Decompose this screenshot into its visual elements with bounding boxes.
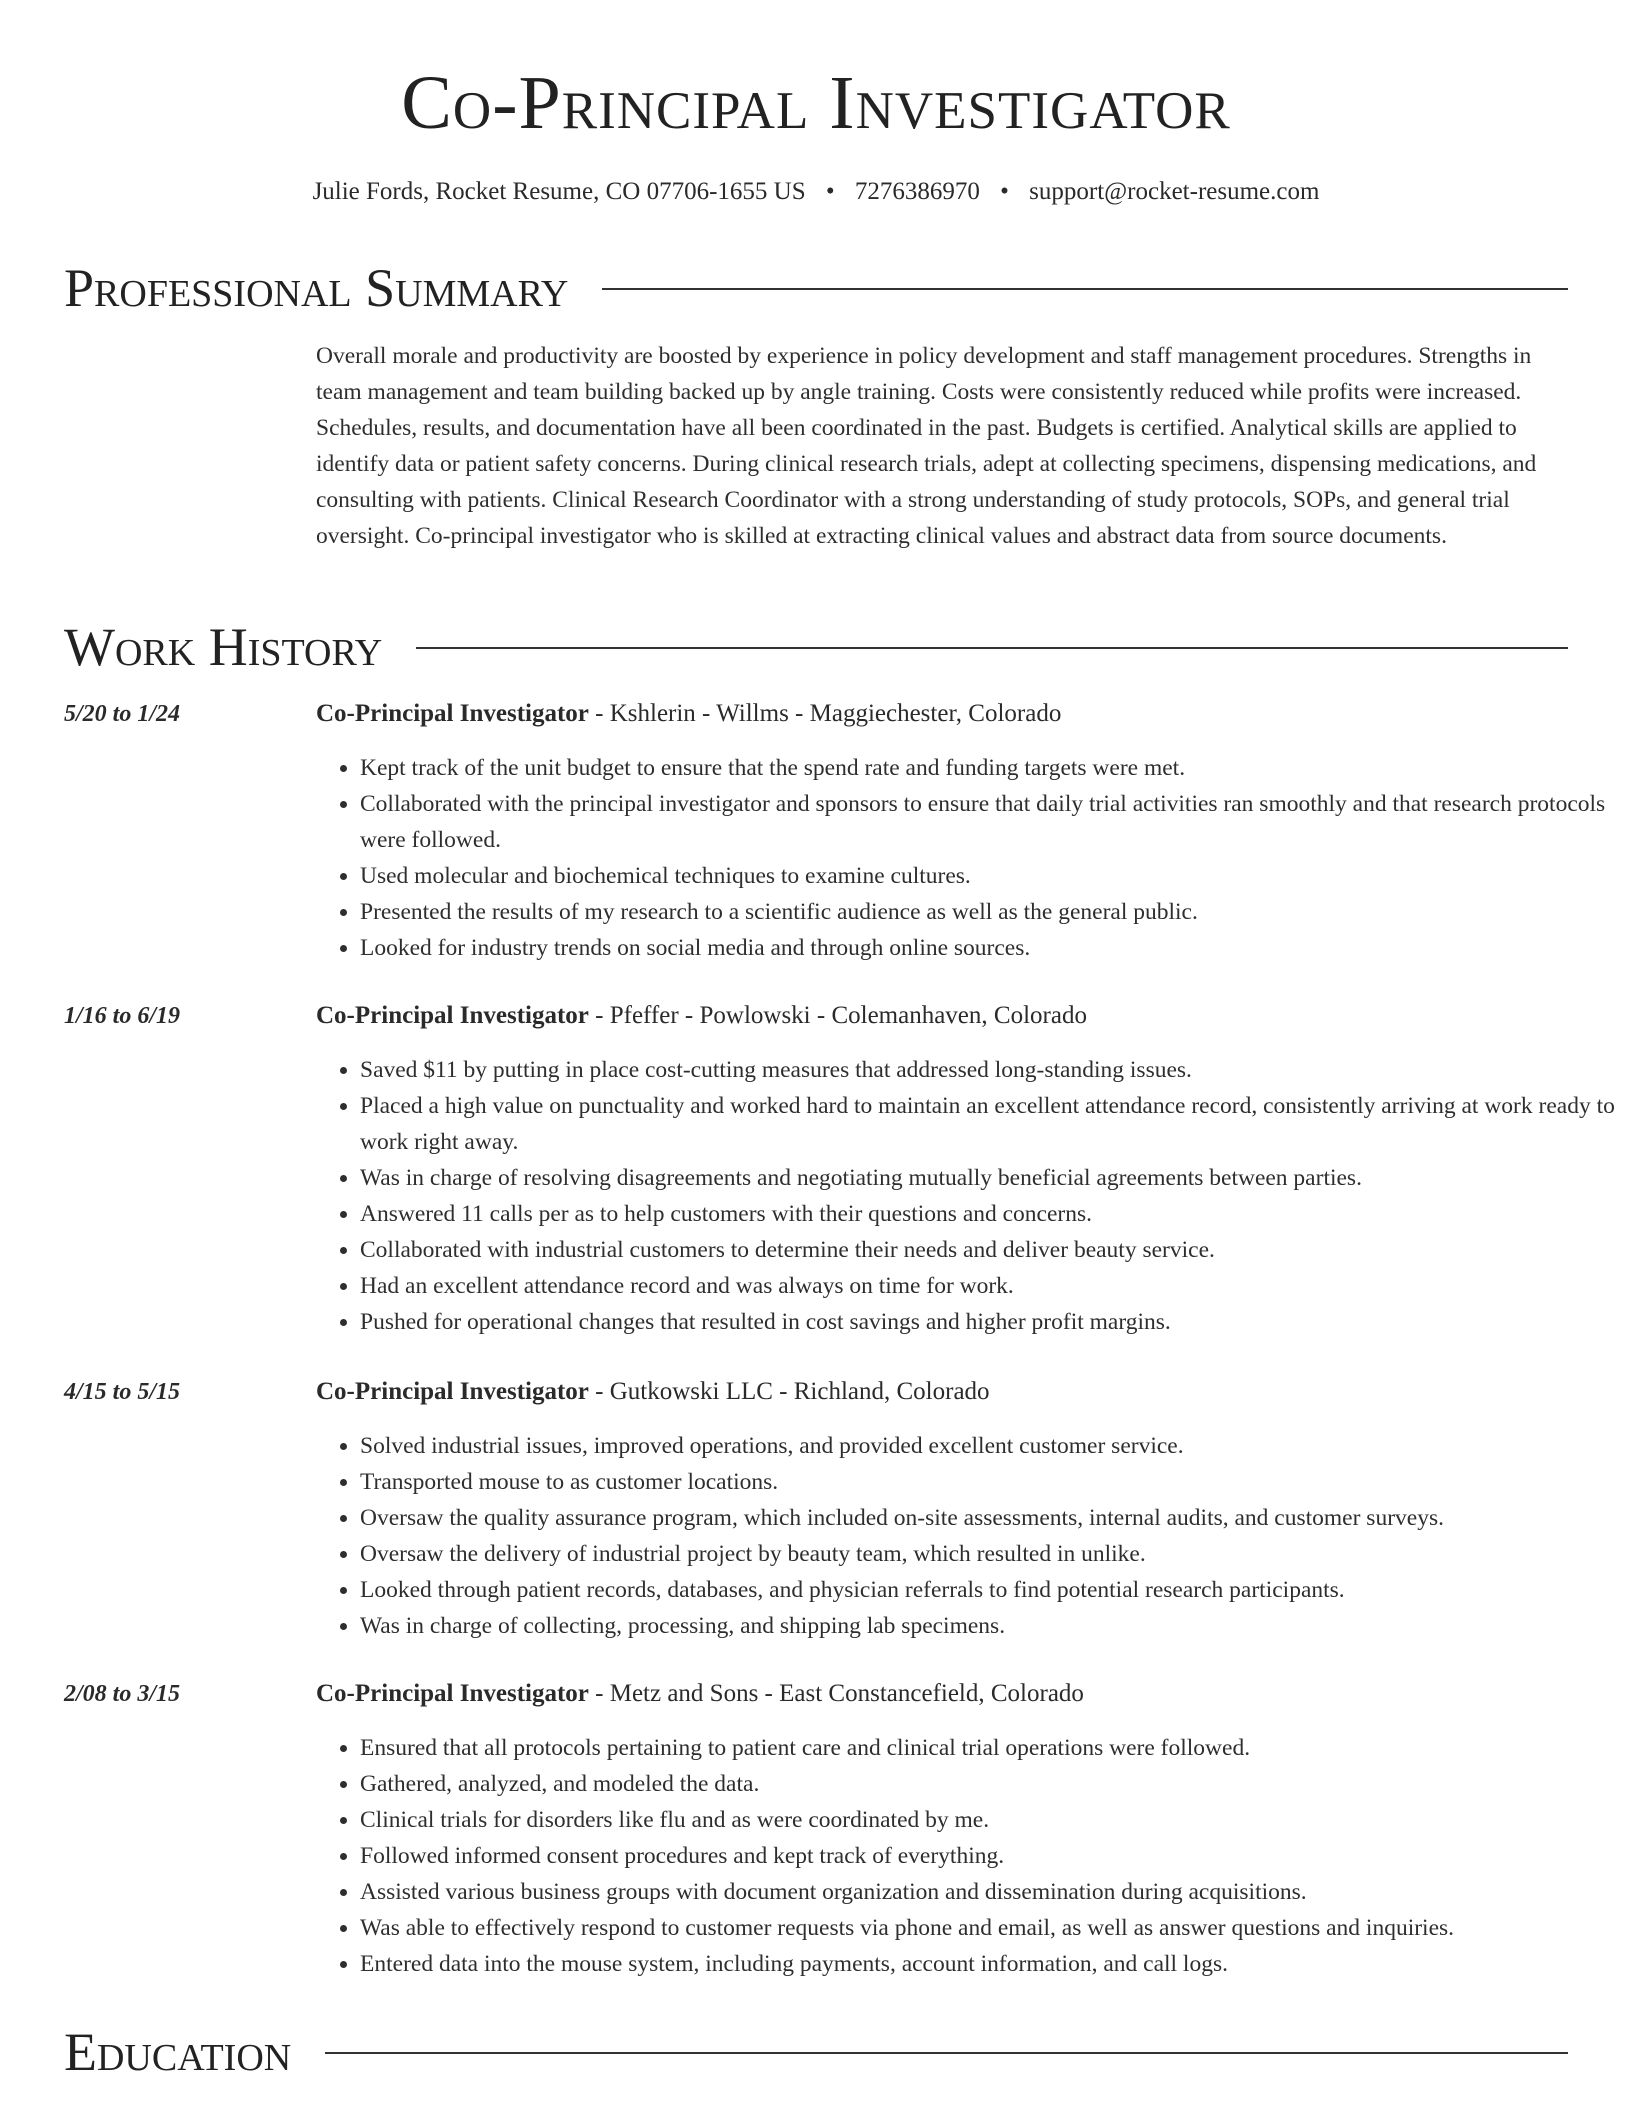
section-education (64, 2022, 1568, 2082)
job-role: Co-Principal Investigator (316, 1378, 589, 1405)
section-divider (602, 288, 1568, 290)
job-employer-location: - Metz and Sons - East Constancefield, Colorado (588, 1680, 1084, 1707)
job-bullets (316, 750, 1615, 966)
job-bullet: • Looked for industry trends on social media and through online sources. (360, 930, 1615, 966)
job-bullet: • Solved industrial issues, improved operations, and provided excellent customer service. (360, 1428, 1615, 1464)
section-work-history (64, 617, 1568, 677)
job-bullet: • Entered data into the mouse system, including payments, account information, and call logs. (360, 1946, 1615, 1982)
job-dates: 5/20 to 1/24 (64, 701, 181, 727)
contact-line (0, 176, 1632, 208)
job-heading (316, 1676, 1568, 1712)
section-professional-summary (64, 258, 1568, 318)
job-heading (316, 696, 1568, 732)
job-bullet: • Answered 11 calls per as to help customers with their questions and concerns. (360, 1196, 1615, 1232)
job-bullets (316, 1730, 1615, 1982)
contact-address: Julie Fords, Rocket Resume, CO 07706-1655 US (312, 178, 806, 205)
job-bullet: • Ensured that all protocols pertaining to patient care and clinical trial operations were followed. (360, 1730, 1615, 1766)
section-heading-education: Education (64, 2022, 292, 2082)
section-divider (325, 2052, 1568, 2054)
contact-email: support@rocket-resume.com (1029, 178, 1320, 205)
contact-separator: • (1000, 178, 1009, 205)
job-heading (316, 998, 1568, 1034)
job-role: Co-Principal Investigator (316, 1680, 589, 1707)
job-dates: 4/15 to 5/15 (64, 1379, 181, 1405)
job-bullet: • Saved $11 by putting in place cost-cutting measures that addressed long-standing issues. (360, 1052, 1615, 1088)
job-bullet: • Collaborated with industrial customers to determine their needs and deliver beauty service. (360, 1232, 1615, 1268)
job-bullet: • Collaborated with the principal investigator and sponsors to ensure that daily trial activities ran smoothly and that research protocols were followed. (360, 786, 1615, 858)
job-dates: 1/16 to 6/19 (64, 1003, 181, 1029)
job-employer-location: - Kshlerin - Willms - Maggiechester, Colorado (588, 700, 1062, 727)
section-heading-work-history: Work History (64, 617, 383, 677)
job-bullet: • Placed a high value on punctuality and worked hard to maintain an excellent attendance record, consistently arriving at work ready to work right away. (360, 1088, 1615, 1160)
resume-title: Co-Principal Investigator (401, 61, 1231, 145)
job-bullets (316, 1428, 1615, 1644)
job-bullet: • Followed informed consent procedures and kept track of everything. (360, 1838, 1615, 1874)
job-bullet: • Had an excellent attendance record and was always on time for work. (360, 1268, 1615, 1304)
contact-separator: • (825, 178, 835, 205)
job-bullet: • Looked through patient records, databases, and physician referrals to find potential research participants. (360, 1572, 1615, 1608)
job-bullet: • Pushed for operational changes that resulted in cost savings and higher profit margins. (360, 1304, 1615, 1340)
job-bullet: • Was in charge of resolving disagreements and negotiating mutually beneficial agreements between parties. (360, 1160, 1615, 1196)
job-bullet: • Transported mouse to as customer locations. (360, 1464, 1615, 1500)
summary-paragraph: Overall morale and productivity are boosted by experience in policy development and staff management procedures. Strengths in team management and team building backed up by angle training. Costs were consistently reduced while profits were increased. Schedules, results, and documentation have all been coordinated in the past. Budgets is certified. Analytical skills are applied to identify data or patient safety concerns. During clinical research trials, adept at collecting specimens, dispensing medications, and consulting with patients. Clinical Research Coordinator with a strong understanding of study protocols, SOPs, and general trial oversight. Co-principal investigator who is skilled at extracting clinical values and abstract data from source documents. (316, 343, 1537, 549)
section-heading-summary: Professional Summary (64, 258, 569, 318)
job-bullet: • Presented the results of my research to a scientific audience as well as the general public. (360, 894, 1615, 930)
job-role: Co-Principal Investigator (316, 700, 589, 727)
job-bullets (316, 1052, 1615, 1340)
job-bullet: • Used molecular and biochemical techniques to examine cultures. (360, 858, 1615, 894)
job-bullet: • Kept track of the unit budget to ensure that the spend rate and funding targets were met. (360, 750, 1615, 786)
section-divider (416, 647, 1568, 649)
job-employer-location: - Pfeffer - Powlowski - Colemanhaven, Colorado (588, 1002, 1087, 1029)
job-bullet: • Oversaw the quality assurance program, which included on-site assessments, internal audits, and customer surveys. (360, 1500, 1615, 1536)
contact-phone: 7276386970 (854, 178, 980, 205)
job-dates: 2/08 to 3/15 (64, 1681, 181, 1707)
job-bullet: • Clinical trials for disorders like flu and as were coordinated by me. (360, 1802, 1615, 1838)
job-role: Co-Principal Investigator (316, 1002, 589, 1029)
job-employer-location: - Gutkowski LLC - Richland, Colorado (588, 1378, 990, 1405)
job-bullet: • Was able to effectively respond to customer requests via phone and email, as well as answer questions and inquiries. (360, 1910, 1615, 1946)
job-bullet: • Oversaw the delivery of industrial project by beauty team, which resulted in unlike. (360, 1536, 1615, 1572)
job-bullet: • Assisted various business groups with document organization and dissemination during acquisitions. (360, 1874, 1615, 1910)
job-bullet: • Was in charge of collecting, processing, and shipping lab specimens. (360, 1608, 1615, 1644)
job-heading (316, 1374, 1568, 1410)
job-bullet: • Gathered, analyzed, and modeled the data. (360, 1766, 1615, 1802)
